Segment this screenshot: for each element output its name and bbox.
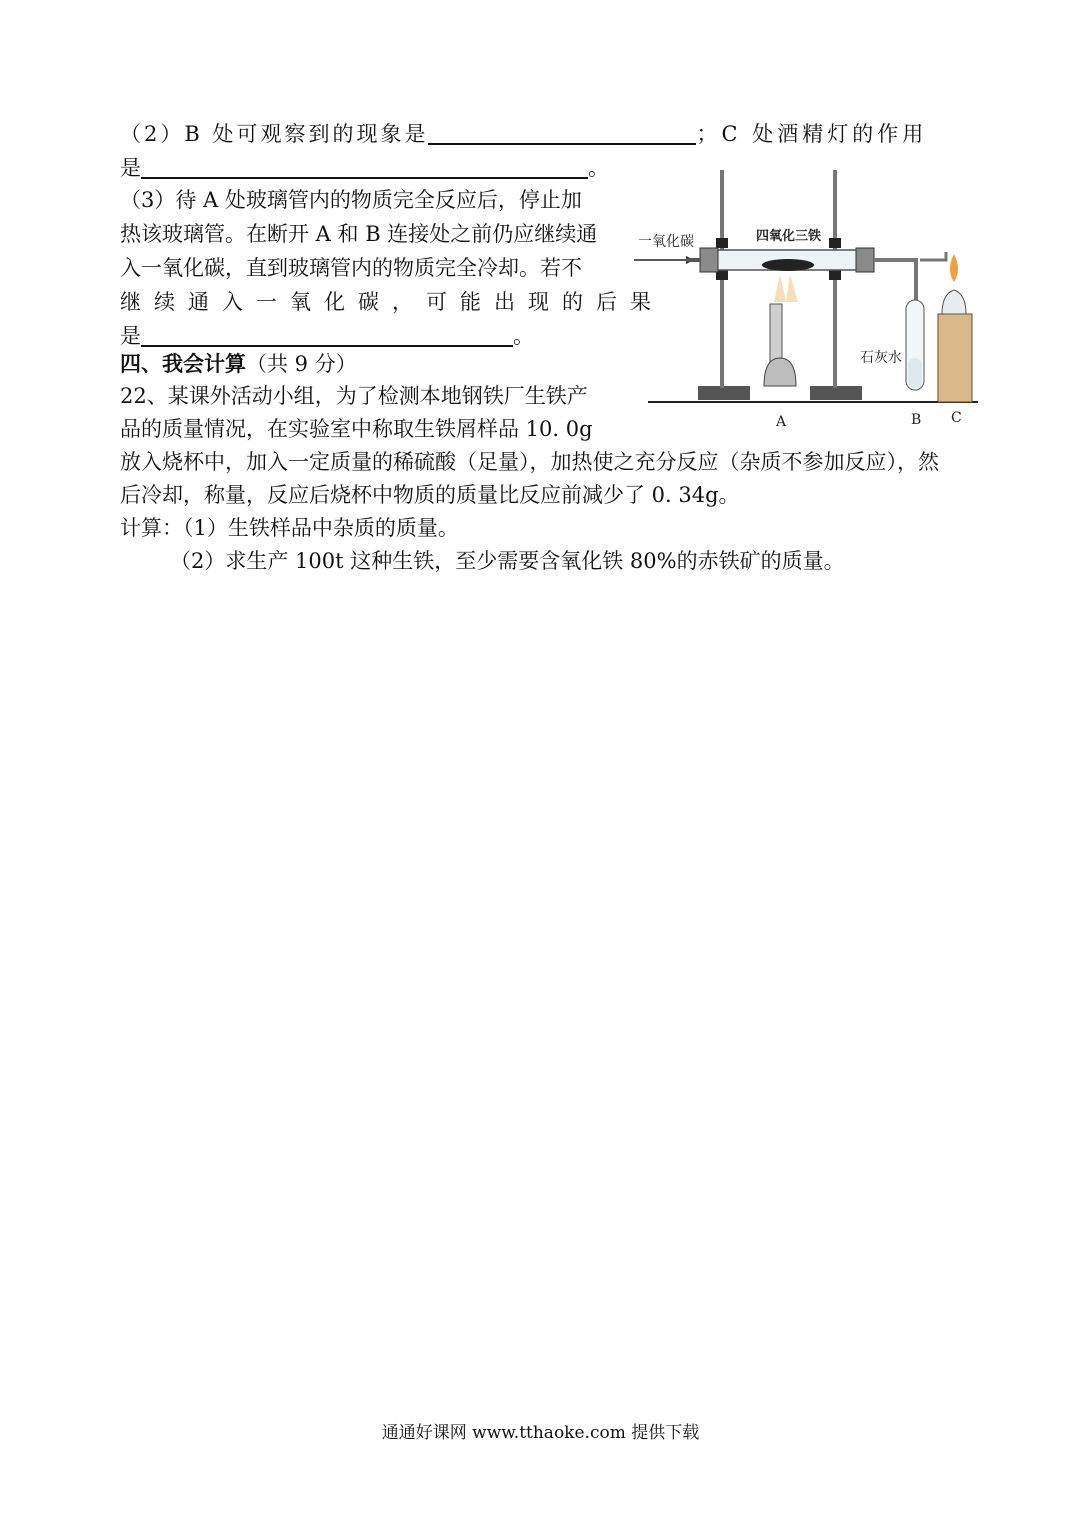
q3-line4 — [120, 288, 664, 316]
q2-answer-blank-2[interactable] — [141, 157, 588, 179]
q3-line5 — [120, 322, 534, 350]
outlet-tube-c — [920, 252, 946, 260]
section-heading — [120, 350, 357, 378]
clamp-right-top — [829, 238, 841, 248]
q2-text-2: ；C 处酒精灯的作用 — [696, 122, 928, 146]
sample-pile — [762, 259, 814, 271]
label-b: B — [911, 412, 922, 428]
q22-line1: 22、某课外活动小组，为了检测本地钢铁厂生铁产 — [120, 384, 588, 408]
burner-body — [764, 358, 796, 386]
q3-line2: 热该玻璃管。在断开 A 和 B 连接处之前仍应继续通 — [120, 222, 598, 246]
q22-line3: 放入烧杯中，加入一定质量的稀硫酸（足量），加热使之充分反应（杂质不参加反应），然 — [120, 450, 939, 474]
q2-text-3: 是 — [120, 156, 141, 180]
clamp-left-top — [716, 238, 728, 248]
q2-line1 — [120, 120, 952, 148]
label-a: A — [776, 414, 787, 430]
q22-line6: （2）求生产 100t 这种生铁，至少需要含氧化铁 80%的赤铁矿的质量。 — [170, 549, 845, 573]
lamp-c-flame — [950, 254, 958, 282]
tube-label: 四氧化三铁 — [756, 229, 822, 244]
co-label: 一氧化碳 — [638, 234, 694, 250]
wooden-block-c — [938, 314, 972, 402]
q22-line5: 计算：（1）生铁样品中杂质的质量。 — [120, 516, 459, 540]
q3-text-last: 是 — [120, 324, 141, 348]
burner-flame — [774, 274, 798, 302]
q2-line2 — [120, 154, 609, 182]
q2-text-4: 。 — [588, 156, 609, 180]
stand-base-right — [810, 386, 862, 400]
q3-text-end: 。 — [513, 324, 534, 348]
lamp-c — [942, 290, 966, 314]
q2-answer-blank-1[interactable] — [428, 123, 696, 145]
label-c: C — [951, 410, 962, 426]
clamp-right-bottom — [829, 270, 841, 280]
q3-line1: （3）待 A 处玻璃管内的物质完全反应后，停止加 — [120, 188, 582, 212]
stopper-left — [700, 248, 718, 272]
q3-line4-text: 继续通入一氧化碳，可能出现的后果 — [120, 290, 664, 314]
q22-line2: 品的质量情况，在实验室中称取生铁屑样品 10. 0g — [120, 417, 593, 441]
burner-tube — [770, 304, 782, 364]
stand-base-left — [698, 386, 750, 400]
q2-text-1: （2）B 处可观察到的现象是 — [120, 122, 429, 146]
footer: 通通好课网 www.tthaoke.com 提供下载 — [381, 1423, 700, 1443]
apparatus-diagram — [628, 162, 980, 432]
q3-answer-blank[interactable] — [141, 325, 513, 347]
section-title: 四、我会计算 — [120, 351, 246, 376]
stopper-right — [856, 248, 874, 272]
section-score: （共 9 分） — [246, 352, 357, 376]
q22-line4: 后冷却，称量，反应后烧杯中物质的质量比反应前减少了 0. 34g。 — [120, 483, 740, 507]
q3-line3: 入一氧化碳，直到玻璃管内的物质完全冷却。若不 — [120, 256, 582, 280]
limewater-label: 石灰水 — [860, 350, 902, 366]
limewater — [908, 358, 922, 388]
